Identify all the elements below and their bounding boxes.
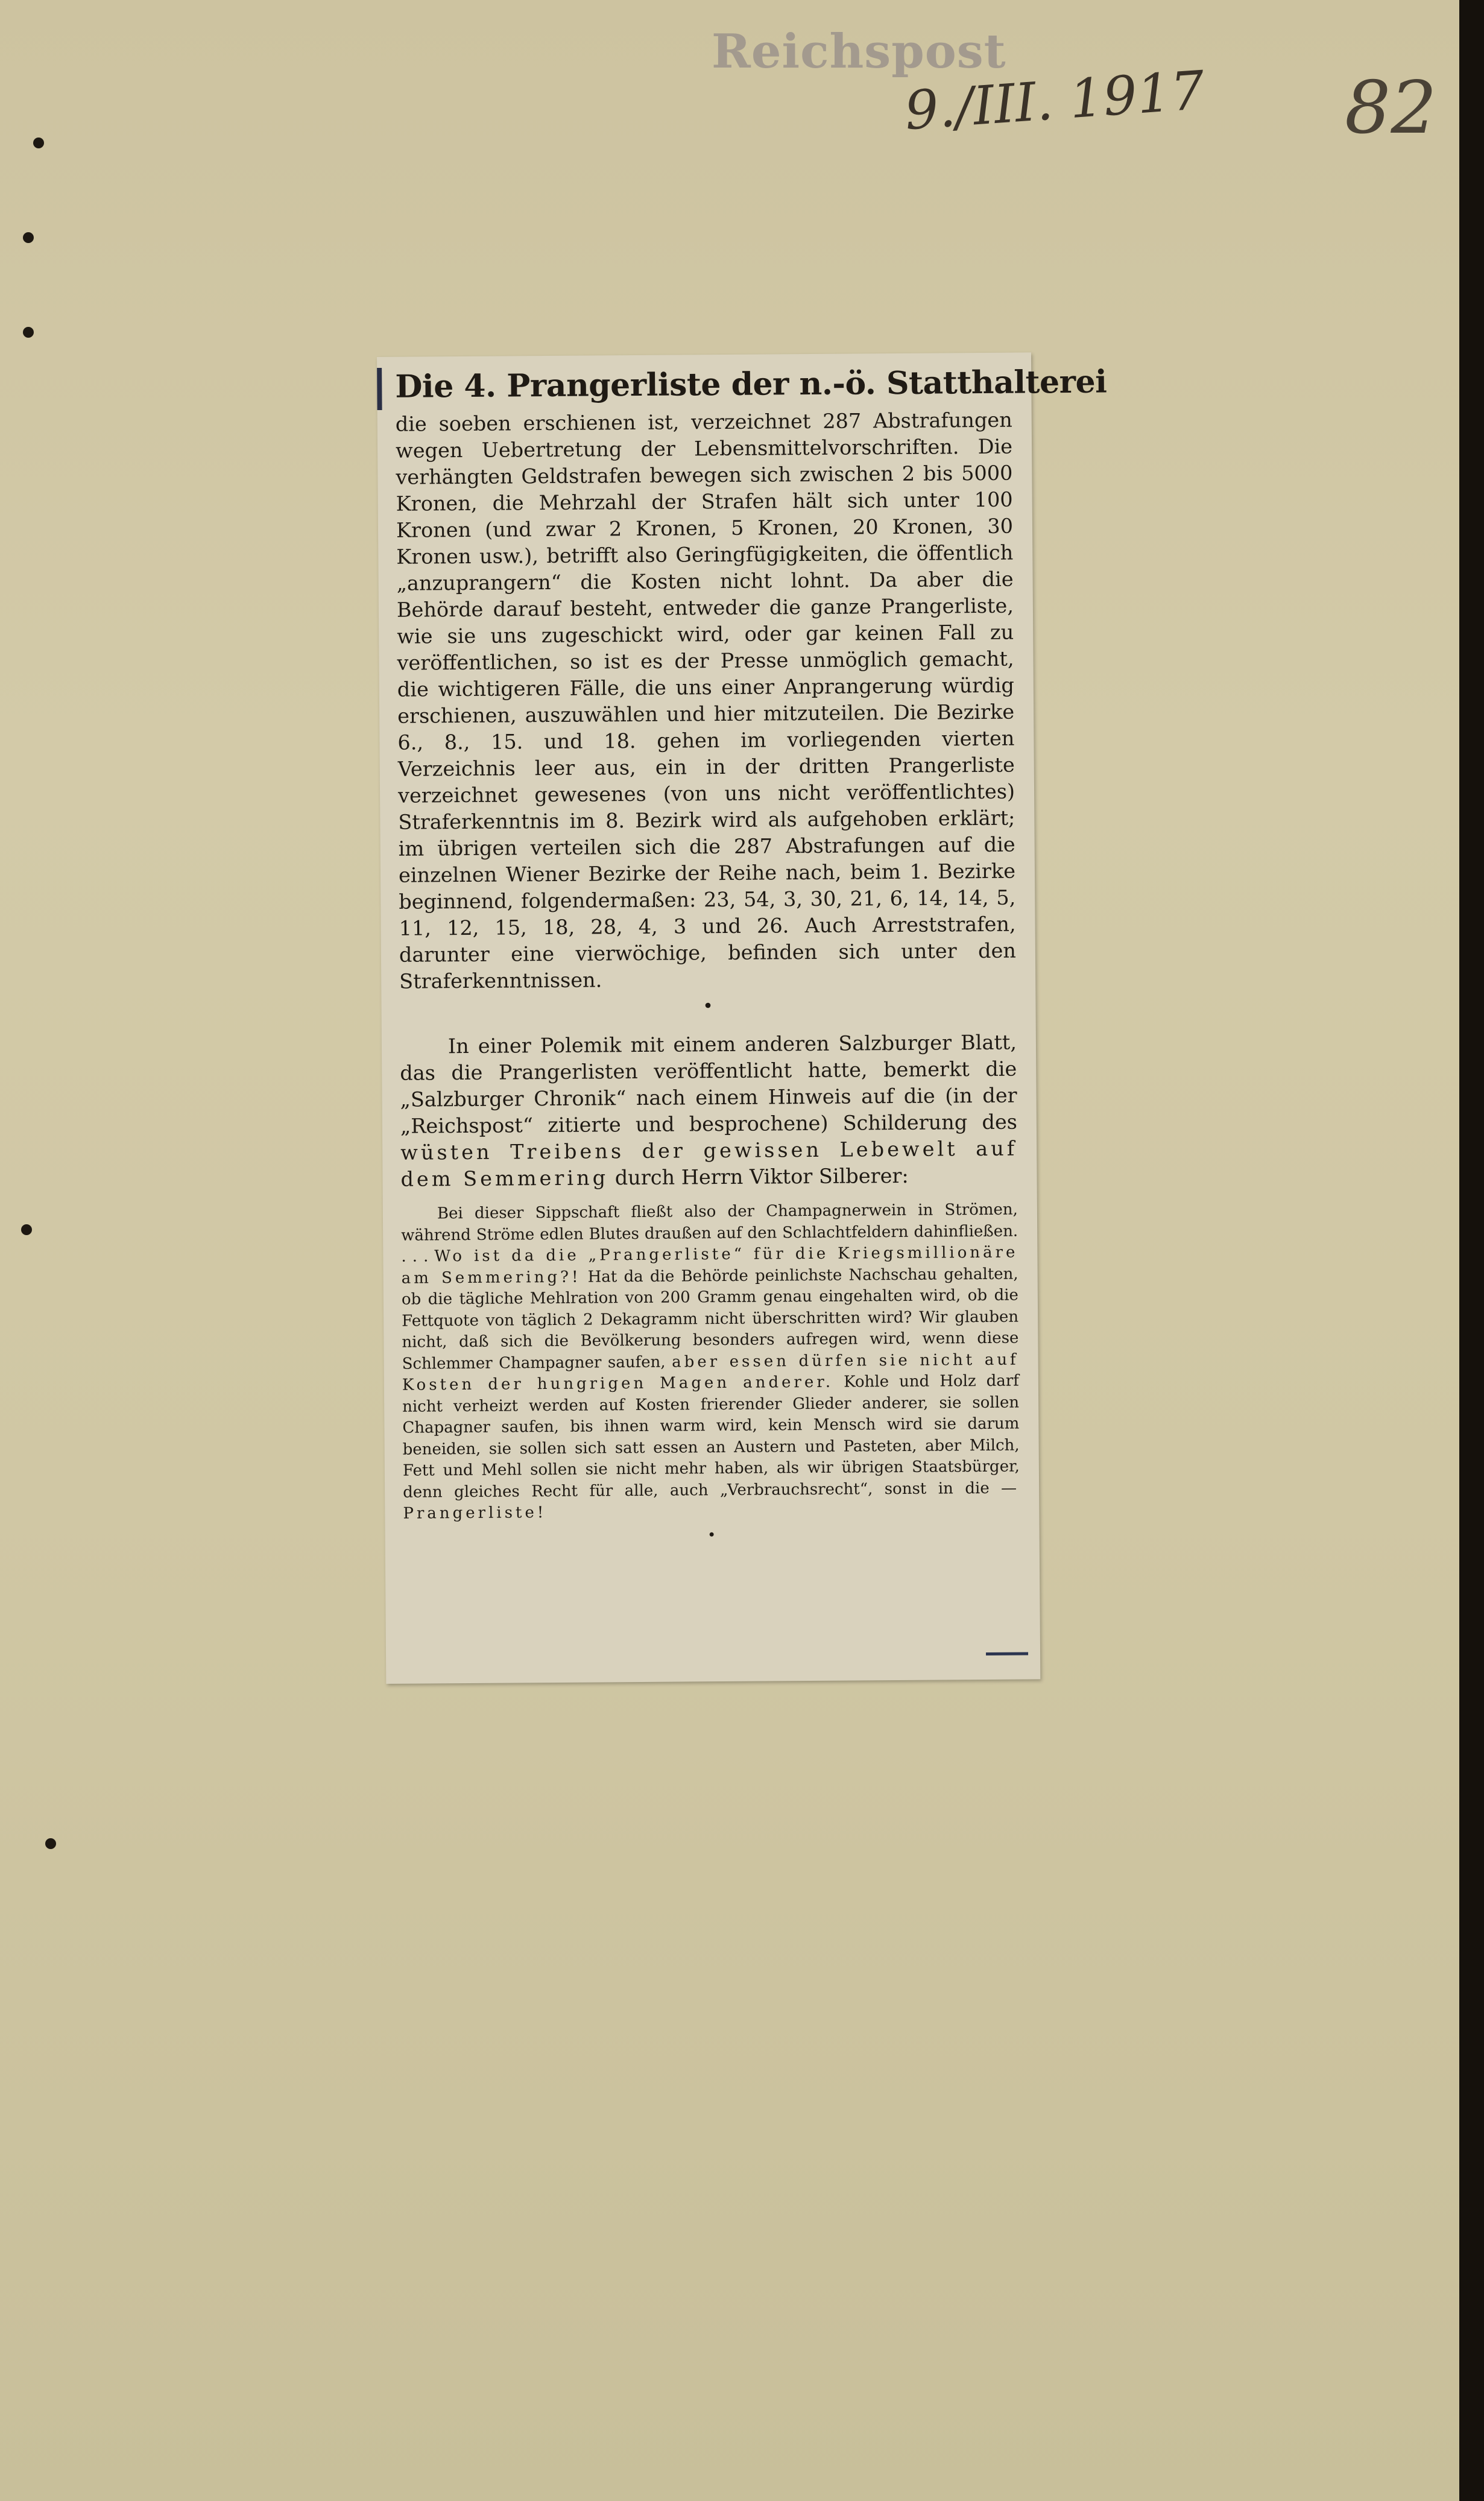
scan-edge [1459, 0, 1484, 2501]
article-headline: Die 4. Prangerliste der n.-ö. Statthalterei [395, 363, 1107, 405]
handwritten-date: 9./III. 1917 [903, 58, 1207, 142]
section-separator: • [703, 996, 713, 1017]
paragraph-text: durch Herrn Viktor Silberer: [608, 1163, 909, 1190]
binding-hole [45, 1838, 56, 1849]
spaced-emphasis: — Prangerliste! [403, 1479, 1020, 1523]
spaced-emphasis: aber essen dürfen sie nicht auf Kosten der hungrigen Magen anderer. [402, 1350, 1019, 1394]
quoted-passage [401, 1200, 1020, 1525]
newspaper-clipping [377, 352, 1107, 1684]
paragraph-text: In einer Polemik mit einem anderen Salzburger Blatt, das die Prangerlisten veröffentlicht hatte, bemerkt die „Salzburger Chronik“ nach einem Hinweis auf die (in der „Reichspost“ zitierte und besprochene) Schilderung des [400, 1030, 1018, 1138]
quote-text: Hat da die Behörde peinlichste Nachschau gehalten, ob die tägliche Mehlration von 200 Gramm genau eingehalten wird, ob die Fettquote von täglich 2 Dekagramm nicht überschritten wird? Wir glauben nicht, daß sich die Bevölkerung besonders aufregen wird, wenn diese Schlemmer Champagner saufen, [401, 1265, 1019, 1373]
quote-text: Bei dieser Sippschaft fließt also der Champagnerwein in Strömen, während Ströme edlen Blutes draußen auf den Schlachtfeldern dahinfließen. . . . [401, 1200, 1018, 1266]
article-paragraph-polemic [400, 1029, 1018, 1193]
quote-text: Kohle und Holz darf nicht verheizt werden auf Kosten frierender Glieder anderer, sie sollen Chapagner saufen, bis ihnen warm wird, kein Mensch wird sie darum beneiden, sie sollen sich satt essen an Austern und Pasteten, aber Milch, Fett und Mehl sollen sie nicht mehr haben, als wir übrigen Staatsbürger, denn gleiches Recht für alle, auch „Verbrauchsrecht“, sonst in die [402, 1371, 1020, 1502]
newspaper-stamp: Reichspost [712, 24, 1006, 79]
binding-hole [23, 327, 34, 338]
end-mark: • [707, 1526, 716, 1543]
clipping-end-rule [986, 1652, 1028, 1655]
binding-hole [33, 138, 44, 148]
binding-hole [23, 232, 34, 243]
handwritten-page-number: 82 [1345, 66, 1437, 150]
spaced-emphasis: Wo ist da die „Prangerliste“ für die Kriegsmillionäre am Semmering?! [401, 1243, 1018, 1288]
article-paragraph: die soeben erschienen ist, verzeichnet 287 Abstrafungen wegen Uebertretung der Lebensmittelvorschriften. Die verhängten Geldstrafen bewegen sich zwischen 2 bis 5000 Kronen, die Mehrzahl der Strafen hält sich unter 100 Kronen (und zwar 2 Kronen, 5 Kronen, 20 Kronen, 30 Kronen usw.), betrifft also Geringfügigkeiten, die öffentlich „anzuprangern“ die Kosten nicht lohnt. Da aber die Behörde darauf besteht, entweder die ganze Prangerliste, wie sie uns zugeschickt wird, oder gar keinen Fall zu veröffentlichen, so ist es der Presse unmöglich gemacht, die wichtigeren Fälle, die uns einer Anprangerung würdig erschienen, auszuwählen und hier mitzuteilen. Die Bezirke 6., 8., 15. und 18. gehen im vorliegenden vierten Verzeichnis leer aus, ein in der dritten Prangerliste verzeichnet gewesenes (von uns nicht veröffentlichtes) Straferkenntnis im 8. Bezirk wird als aufgehoben erklärt; im übrigen verteilen sich die 287 Abstrafungen auf die einzelnen Wiener Bezirke der Reihe nach, beim 1. Bezirke beginnend, folgendermaßen: 23, 54, 3, 30, 21, 6, 14, 14, 5, 11, 12, 15, 18, 28, 4, 3 und 26. Auch Arreststrafen, darunter eine vierwöchige, befinden sich unter den Straferkenntnissen. [395, 408, 1017, 993]
binding-hole [21, 1224, 32, 1235]
spaced-emphasis: wüsten Treibens der gewissen Lebewelt auf dem Semmering [400, 1136, 1018, 1191]
clipping-edge-mark [377, 368, 382, 410]
